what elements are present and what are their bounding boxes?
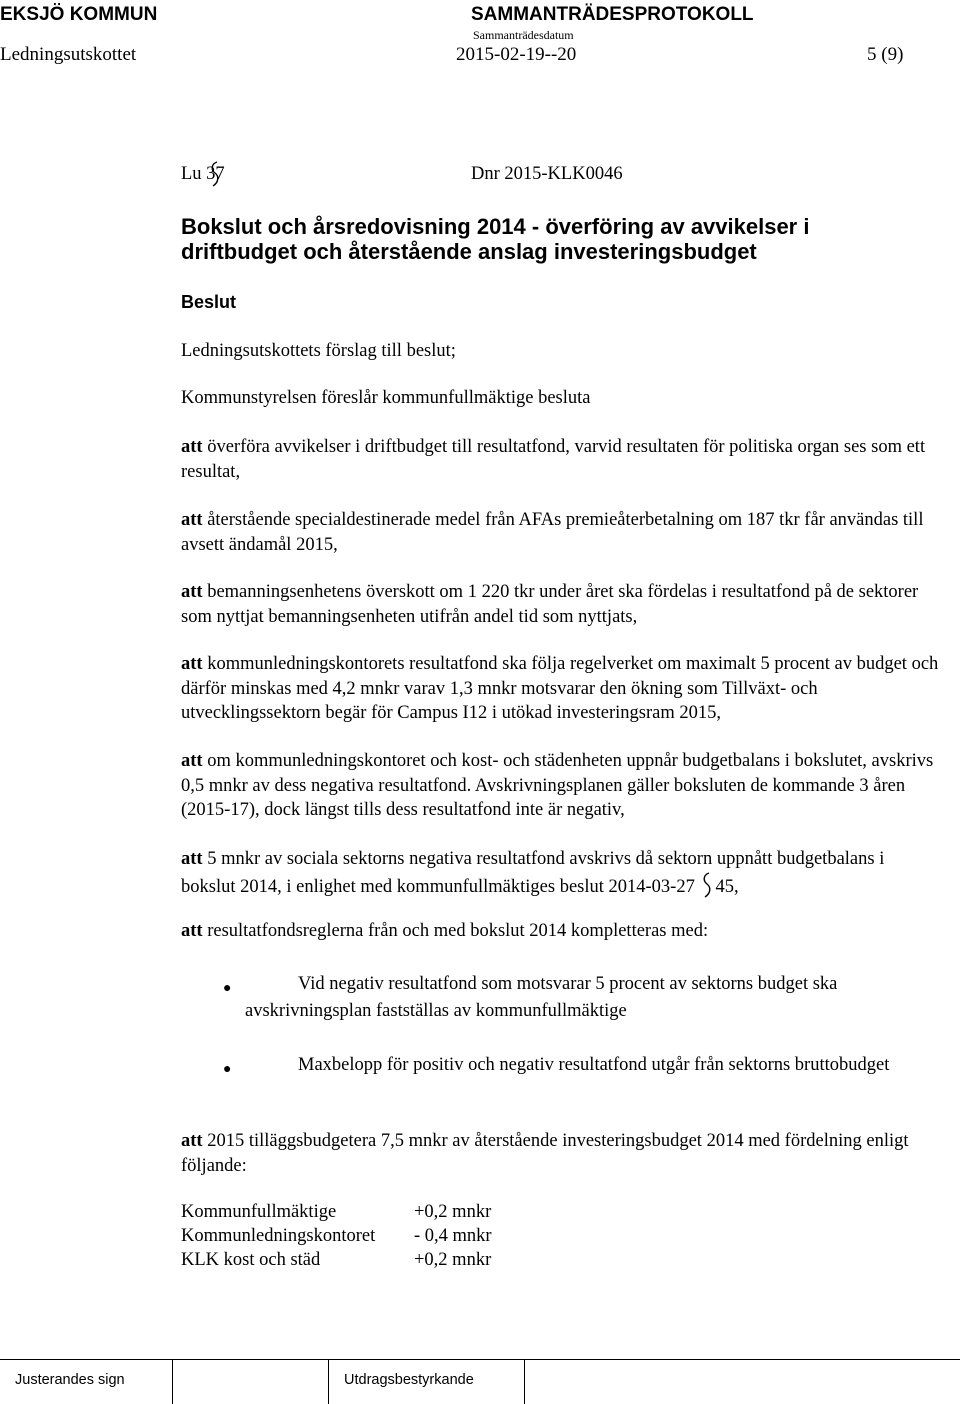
section-heading-beslut: Beslut	[181, 292, 237, 312]
distribution-name: Kommunfullmäktige	[181, 1202, 337, 1222]
decision-text: kommunledningskontorets resultatfond ska följa regelverket om maximalt 5 procent av budget och därför minskas med 4,2 mnkr varav 1,3 mnkr motsvarar den ökning som Tillväxt- och utvecklingssektorn begär för Campus I12 i utökad investeringsram 2015,	[181, 654, 939, 723]
org-name: EKSJÖ KOMMUN	[0, 4, 158, 25]
section-mark-icon	[702, 872, 712, 898]
distribution-amount: - 0,4 mnkr	[414, 1226, 492, 1246]
page-number: 5 (9)	[867, 44, 904, 65]
footer-sign-label: Justerandes sign	[15, 1372, 125, 1388]
date-label: Sammanträdesdatum	[473, 28, 574, 42]
decision-ref: 45,	[715, 876, 739, 897]
decision-paragraph	[181, 919, 943, 944]
meeting-date: 2015-02-19--20	[456, 44, 577, 65]
case-dnr: Dnr 2015-KLK0046	[471, 164, 623, 184]
distribution-name: Kommunledningskontoret	[181, 1226, 376, 1246]
bullet-icon: ●	[223, 1062, 232, 1077]
decision-text: resultatfondsreglerna från och med bokslut 2014 kompletteras med:	[207, 921, 709, 941]
section-mark-icon	[210, 161, 220, 187]
distribution-amount: +0,2 mnkr	[414, 1202, 492, 1222]
footer-box-divider	[328, 1359, 329, 1404]
bullet-icon: ●	[223, 981, 232, 996]
decision-paragraph	[181, 749, 943, 823]
case-number: Lu 37	[181, 164, 225, 184]
decision-paragraph	[181, 508, 943, 557]
decision-text: bemanningsenhetens överskott om 1 220 tkr under året ska fördelas i resultatfond på de sektorer som nyttjat bemanningsenheten utifrån andel tid som nyttjats,	[181, 582, 919, 627]
decision-paragraph	[181, 847, 943, 899]
att-keyword: att	[181, 654, 203, 674]
decision-paragraph	[181, 580, 943, 629]
decision-text: om kommunledningskontoret och kost- och städenheten uppnår budgetbalans i bokslutet, avskrivs 0,5 mnkr av dess negativa resultatfond. Avskrivningsplanen gäller boksluten de kommande 3 åren (2015-17), dock längst tills dess resultatfond inte är negativ,	[181, 751, 934, 820]
title-line-1: Bokslut och årsredovisning 2014 - överföring av avvikelser i	[181, 214, 810, 239]
att-keyword: att	[181, 582, 203, 602]
bullet-item	[223, 1052, 935, 1079]
att-keyword: att	[181, 849, 203, 869]
decision-paragraph	[181, 435, 943, 484]
decision-paragraph	[181, 652, 943, 726]
att-keyword: att	[181, 510, 203, 530]
att-keyword: att	[181, 1131, 203, 1151]
bullet-text: Vid negativ resultatfond som motsvarar 5 procent av sektorns budget ska avskrivningsplan fastställas av kommunfullmäktige	[245, 974, 838, 1021]
footer-extract-label: Utdragsbestyrkande	[344, 1372, 474, 1388]
page-title	[181, 214, 941, 264]
document-type: SAMMANTRÄDESPROTOKOLL	[471, 4, 754, 25]
footer-box-divider	[172, 1359, 173, 1404]
footer-divider	[0, 1359, 960, 1360]
bullet-text: Maxbelopp för positiv och negativ resultatfond utgår från sektorns bruttobudget	[298, 1055, 890, 1075]
committee-name: Ledningsutskottet	[0, 44, 137, 65]
decision-text: överföra avvikelser i driftbudget till resultatfond, varvid resultaten för politiska organ ses som ett resultat,	[181, 437, 926, 482]
att-keyword: att	[181, 437, 203, 457]
decision-text: 2015 tilläggsbudgetera 7,5 mnkr av återstående investeringsbudget 2014 med fördelning enligt följande:	[181, 1131, 909, 1176]
distribution-amount: +0,2 mnkr	[414, 1250, 492, 1270]
decision-paragraph	[181, 1129, 943, 1178]
footer-box-divider	[524, 1359, 525, 1404]
att-keyword: att	[181, 921, 203, 941]
decision-text: 5 mnkr av sociala sektorns negativa resultatfond avskrivs då sektorn uppnått budgetbalans i bokslut 2014, i enlighet med kommunfullmäktiges beslut 2014-03-27	[181, 849, 885, 897]
att-keyword: att	[181, 751, 203, 771]
intro-proposal: Ledningsutskottets förslag till beslut;	[181, 341, 456, 361]
distribution-name: KLK kost och städ	[181, 1250, 321, 1270]
bullet-item	[223, 971, 935, 1025]
intro-recommendation: Kommunstyrelsen föreslår kommunfullmäktige besluta	[181, 388, 591, 408]
decision-text: återstående specialdestinerade medel från AFAs premieåterbetalning om 187 tkr får användas till avsett ändamål 2015,	[181, 510, 924, 555]
title-line-2: driftbudget och återstående anslag investeringsbudget	[181, 239, 757, 264]
